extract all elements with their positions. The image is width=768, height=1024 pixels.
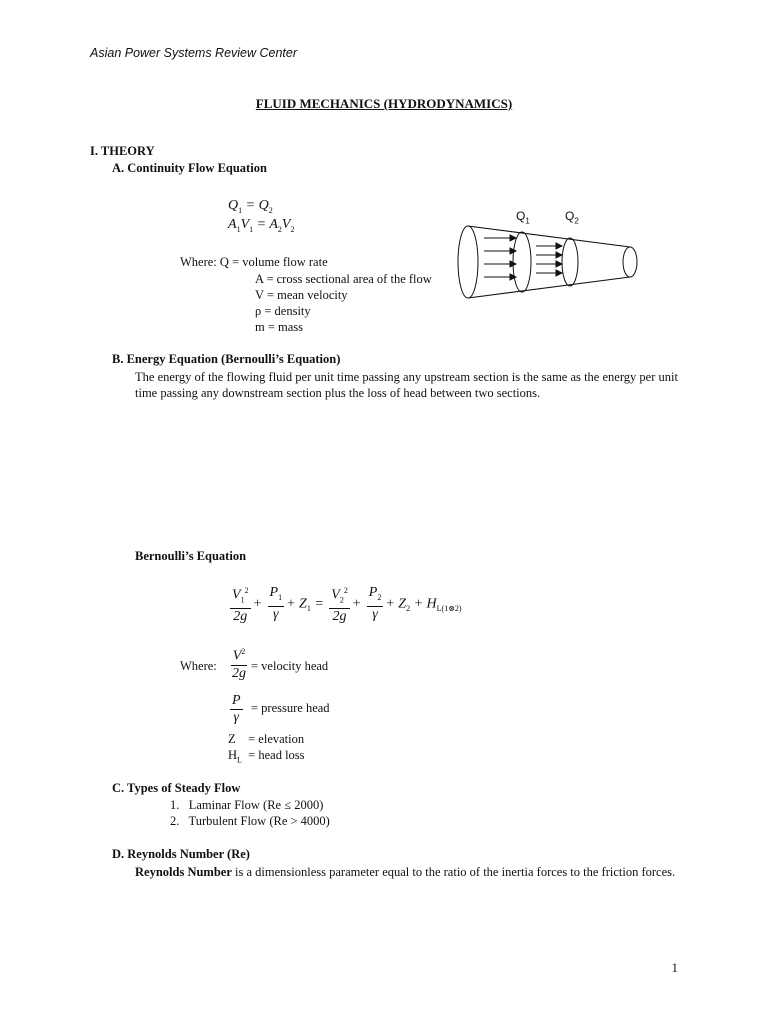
section-theory-heading: I. THEORY bbox=[90, 144, 155, 158]
page-number: 1 bbox=[671, 960, 678, 975]
energy-equation-text: The energy of the flowing fluid per unit time passing any upstream section is the same as the energy per unit time passing any downstream section plus the loss of head between two sections. bbox=[135, 370, 678, 400]
reynolds-heading: D. Reynolds Number (Re) bbox=[112, 847, 250, 861]
continuity-heading: A. Continuity Flow Equation bbox=[112, 161, 267, 175]
steady-flow-item-turbulent: 2. Turbulent Flow (Re > 4000) bbox=[170, 814, 330, 828]
diagram-label-q2: $Q_2$ bbox=[565, 209, 579, 226]
definition-mass: m = mass bbox=[255, 320, 304, 334]
bernoulli-where-label: Where: bbox=[180, 659, 217, 673]
pressure-head-text: = pressure head bbox=[251, 701, 330, 715]
pressure-head-term: $\frac{P}{\gamma}$ bbox=[232, 693, 241, 725]
velocity-head-text: = velocity head bbox=[251, 659, 329, 673]
pipe-bottom-wall bbox=[468, 277, 630, 298]
pipe-flow-diagram bbox=[450, 222, 650, 304]
continuity-equation-2: $A_1V_1 = A_2V_2$ bbox=[228, 217, 295, 234]
definition-area: A = cross sectional area of the flow bbox=[255, 272, 432, 286]
pipe-section-2 bbox=[562, 238, 578, 286]
pipe-top-wall bbox=[468, 226, 630, 247]
pipe-outlet-section bbox=[623, 247, 637, 277]
steady-flow-item-laminar: 1. Laminar Flow (Re ≤ 2000) bbox=[170, 798, 324, 812]
head-loss-definition: $H_L$ = head loss bbox=[228, 748, 305, 765]
pipe-section-1 bbox=[513, 232, 531, 292]
document-title: FLUID MECHANICS (HYDRODYNAMICS) bbox=[255, 96, 513, 111]
energy-equation-heading: B. Energy Equation (Bernoulli’s Equation) bbox=[112, 352, 341, 366]
pipe-inlet-section bbox=[458, 226, 478, 298]
diagram-label-q1: $Q_1$ bbox=[516, 209, 530, 226]
continuity-where-intro: Where: Q = volume flow rate bbox=[180, 255, 328, 269]
header-center-name: Asian Power Systems Review Center bbox=[90, 46, 298, 60]
velocity-head-term: $\frac{V^2}{2g}$ bbox=[228, 644, 250, 682]
definition-velocity: V = mean velocity bbox=[255, 288, 348, 302]
elevation-definition: Z = elevation bbox=[228, 732, 305, 746]
steady-flow-heading: C. Types of Steady Flow bbox=[112, 781, 241, 795]
bernoulli-equation: $\frac{V_1^2}{2g}$ + $\frac{P_1}{\gamma}$ + $Z_1$ = $\frac{V_2^2}{2g}$ + $\frac{P_2}{\gamma}$ + $Z_2 + H_{L(1\otimes 2)}$ bbox=[228, 583, 462, 625]
bernoulli-heading: Bernoulli’s Equation bbox=[135, 549, 247, 563]
reynolds-definition: Reynolds Number is a dimensionless parameter equal to the ratio of the inertia forces to the friction forces. bbox=[135, 865, 676, 879]
definition-density: ρ = density bbox=[255, 304, 311, 318]
continuity-equation-1: $Q_1 = Q_2$ bbox=[228, 198, 273, 215]
